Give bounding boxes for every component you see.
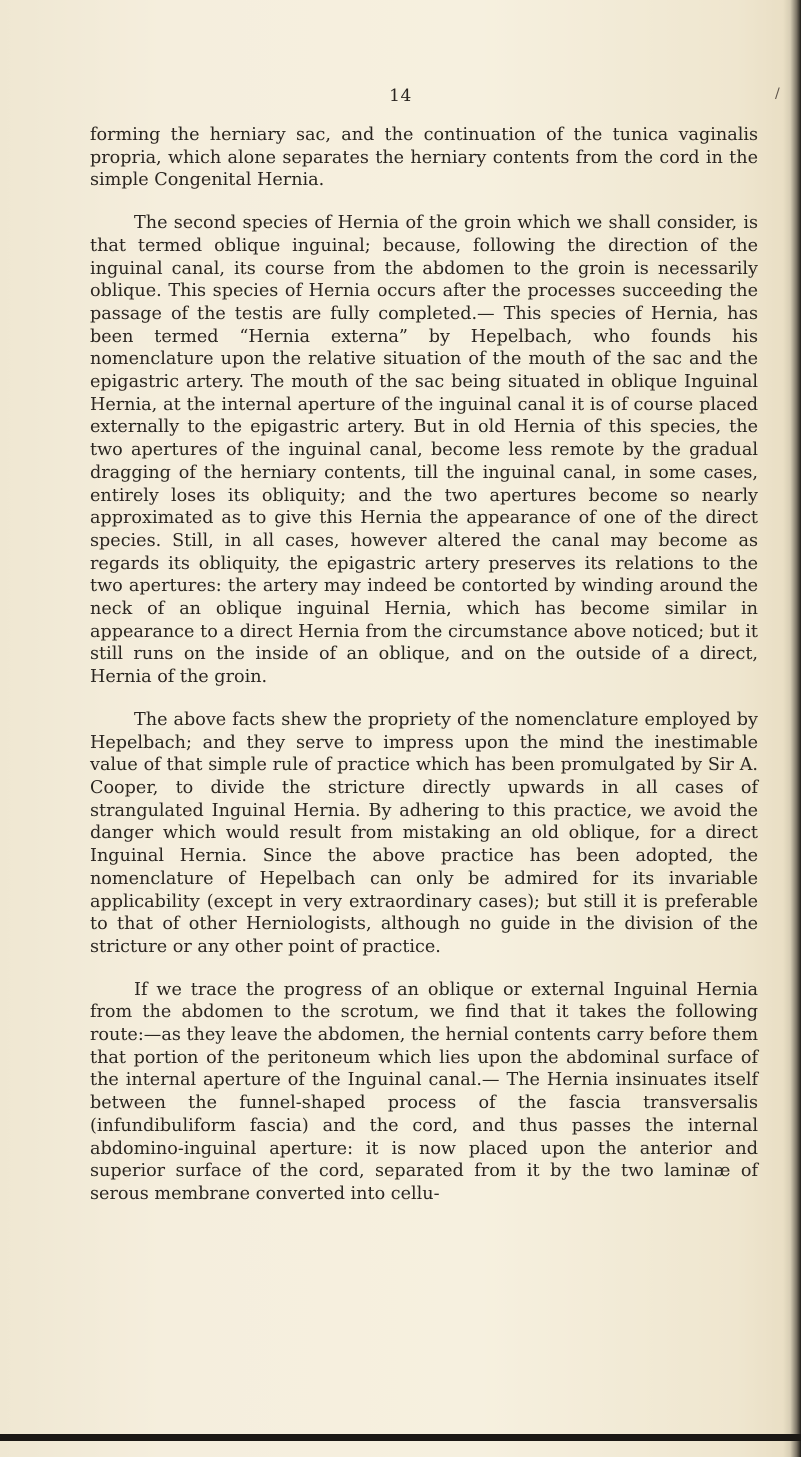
corner-mark: /: [775, 86, 780, 102]
body-text: [90, 124, 758, 1206]
paragraph-4: If we trace the progress of an oblique or external Inguinal Hernia from the abdomen to the scrotum, we find that it takes the following route:—as they leave the abdomen, the hernial contents carry before them that portion of the peritoneum which lies upon the abdominal surface of the internal aperture of the Inguinal canal.— The Hernia insinuates itself between the funnel-shaped process of the fascia transversalis (infundibuliform fascia) and the cord, and thus passes the internal abdomino-inguinal aperture: it is now placed upon the anterior and superior surface of the cord, separated from it by the two laminæ of serous membrane converted into cellu-: [90, 979, 758, 1204]
bottom-rule: [0, 1434, 801, 1441]
paragraph-3: The above facts shew the propriety of the nomenclature employed by Hepelbach; and they serve to impress upon the mind the inestimable value of that simple rule of practice which has been promulgated by Sir A. Cooper, to divide the stricture directly upwards in all cases of strangulated Inguinal Hernia. By adhering to this practice, we avoid the danger which would result from mistaking an old oblique, for a direct Inguinal Hernia. Since the above practice has been adopted, the nomenclature of Hepelbach can only be admired for its invariable applicability (except in very extraordinary cases); but still it is preferable to that of other Herniologists, although no guide in the division of the stricture or any other point of practice.: [90, 709, 758, 957]
paragraph-1: forming the herniary sac, and the continuation of the tunica vaginalis propria, which alone separates the herniary contents from the cord in the simple Congenital Hernia.: [90, 125, 758, 191]
paragraph-2: The second species of Hernia of the groin which we shall consider, is that termed oblique inguinal; because, following the direction of the inguinal canal, its course from the abdomen to the groin is necessarily oblique. This species of Hernia occurs after the processes succeeding the passage of the testis are fully completed.— This species of Hernia, has been termed “Hernia externa” by Hepelbach, who founds his nomenclature upon the relative situation of the mouth of the sac and the epigastric artery. The mouth of the sac being situated in oblique Inguinal Hernia, at the internal aperture of the inguinal canal it is of course placed externally to the epigastric artery. But in old Hernia of this species, the two apertures of the inguinal canal, become less remote by the gradual dragging of the herniary contents, till the inguinal canal, in some cases, entirely loses its obliquity; and the two apertures become so nearly approximated as to give this Hernia the appearance of one of the direct species. Still, in all cases, however altered the canal may become as regards its obliquity, the epigastric artery preserves its relations to the two apertures: the artery may indeed be contorted by winding around the neck of an oblique inguinal Hernia, which has become similar in appearance to a direct Hernia from the circumstance above noticed; but it still runs on the inside of an oblique, and on the outside of a direct, Hernia of the groin.: [90, 213, 758, 688]
page-number: 14: [389, 86, 412, 106]
page-edge-shadow: [783, 0, 801, 1457]
